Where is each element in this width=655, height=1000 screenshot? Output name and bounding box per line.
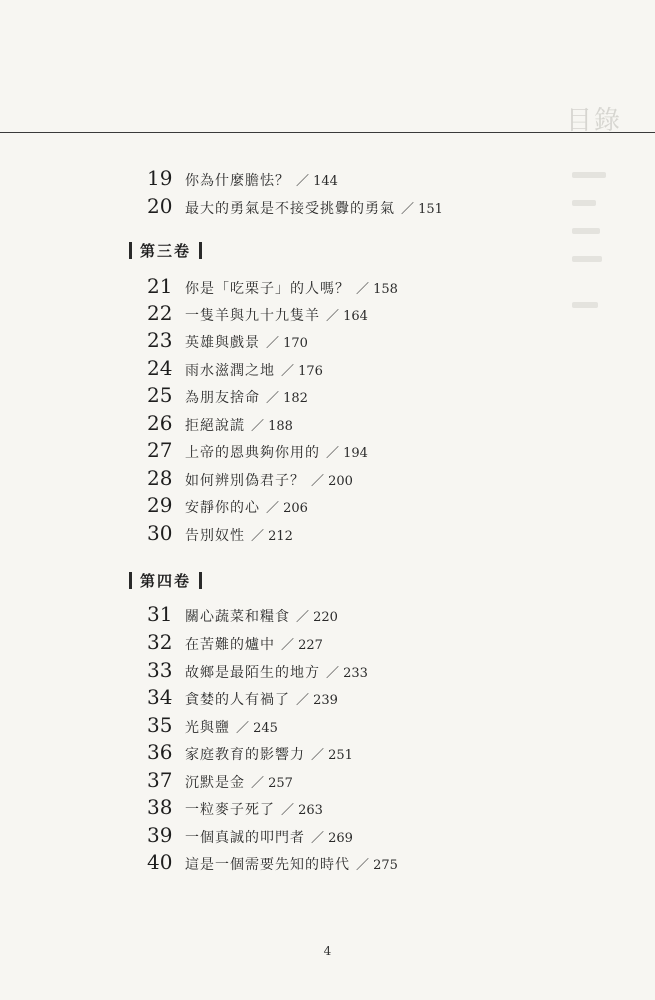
toc-entry[interactable]	[147, 493, 308, 519]
chapter-title: 如何辨別偽君子？	[185, 473, 305, 489]
chapter-title: 拒絕說謊	[185, 418, 245, 434]
chapter-number: 19	[147, 166, 173, 190]
chapter-title: 貪婪的人有禍了	[185, 692, 290, 708]
toc-entry[interactable]	[147, 795, 323, 821]
toc-entry[interactable]	[147, 602, 338, 628]
chapter-number: 38	[147, 795, 173, 819]
show-through-mark	[572, 172, 606, 178]
toc-entry[interactable]	[147, 411, 293, 437]
toc-entry[interactable]	[147, 685, 338, 711]
section-heading	[129, 238, 202, 262]
page-ref: ／ 251	[311, 748, 353, 763]
chapter-title: 雨水滋潤之地	[185, 363, 275, 379]
chapter-title: 為朋友捨命	[185, 390, 260, 406]
section-heading	[129, 568, 202, 592]
show-through-mark	[572, 256, 602, 262]
page-ref: ／ 263	[281, 803, 323, 818]
section-label: 第四卷	[140, 571, 192, 590]
chapter-number: 31	[147, 602, 173, 626]
toc-entry[interactable]	[147, 328, 308, 354]
chapter-title: 最大的勇氣是不接受挑釁的勇氣	[185, 201, 395, 217]
chapter-number: 33	[147, 658, 173, 682]
chapter-number: 22	[147, 301, 173, 325]
section-bar	[129, 242, 132, 259]
chapter-number: 26	[147, 411, 173, 435]
page-ref: ／ 227	[281, 638, 323, 653]
page-ref: ／ 188	[251, 419, 293, 434]
chapter-title: 一粒麥子死了	[185, 802, 275, 818]
page-number: 4	[323, 944, 332, 958]
page-ref: ／ 220	[296, 610, 338, 625]
chapter-title: 你是「吃栗子」的人嗎？	[185, 281, 350, 297]
chapter-number: 34	[147, 685, 173, 709]
page-ref: ／ 151	[401, 202, 443, 217]
chapter-title: 安靜你的心	[185, 500, 260, 516]
chapter-number: 24	[147, 356, 173, 380]
chapter-number: 28	[147, 466, 173, 490]
chapter-title: 光與鹽	[185, 720, 230, 736]
chapter-number: 23	[147, 328, 173, 352]
chapter-title: 一隻羊與九十九隻羊	[185, 308, 320, 324]
page-ref: ／ 206	[266, 501, 308, 516]
page-ref: ／ 275	[356, 858, 398, 873]
chapter-title: 這是一個需要先知的時代	[185, 857, 350, 873]
page-ref: ／ 176	[281, 364, 323, 379]
chapter-title: 你為什麼膽怯？	[185, 173, 290, 189]
toc-entry[interactable]	[147, 438, 368, 464]
chapter-number: 29	[147, 493, 173, 517]
page-ref: ／ 158	[356, 282, 398, 297]
page-ref: ／ 164	[326, 309, 368, 324]
show-through-mark	[572, 302, 598, 308]
page-ref: ／ 200	[311, 474, 353, 489]
toc-entry[interactable]	[147, 630, 323, 656]
chapter-number: 20	[147, 194, 173, 218]
toc-entry[interactable]	[147, 383, 308, 409]
toc-entry[interactable]	[147, 301, 368, 327]
chapter-title: 故鄉是最陌生的地方	[185, 665, 320, 681]
chapter-title: 在苦難的爐中	[185, 637, 275, 653]
chapter-title: 告別奴性	[185, 528, 245, 544]
chapter-number: 27	[147, 438, 173, 462]
chapter-title: 一個真誠的叩門者	[185, 830, 305, 846]
toc-entry[interactable]	[147, 768, 293, 794]
chapter-number: 37	[147, 768, 173, 792]
chapter-title: 關心蔬菜和糧食	[185, 609, 290, 625]
show-through-title: 目錄	[566, 106, 623, 136]
page-ref: ／ 182	[266, 391, 308, 406]
chapter-number: 36	[147, 740, 173, 764]
toc-entry[interactable]	[147, 658, 368, 684]
toc-entry[interactable]	[147, 194, 443, 220]
chapter-title: 英雄與戲景	[185, 335, 260, 351]
toc-entry[interactable]	[147, 740, 353, 766]
page-ref: ／ 239	[296, 693, 338, 708]
toc-entry[interactable]	[147, 166, 338, 192]
chapter-number: 40	[147, 850, 173, 874]
show-through-mark	[572, 228, 600, 234]
section-bar	[199, 242, 202, 259]
chapter-title: 上帝的恩典夠你用的	[185, 445, 320, 461]
section-label: 第三卷	[140, 241, 192, 260]
toc-entry[interactable]	[147, 356, 323, 382]
page-ref: ／ 233	[326, 666, 368, 681]
chapter-number: 32	[147, 630, 173, 654]
toc-entry[interactable]	[147, 823, 353, 849]
page-ref: ／ 194	[326, 446, 368, 461]
chapter-number: 30	[147, 521, 173, 545]
toc-entry[interactable]	[147, 713, 278, 739]
chapter-number: 35	[147, 713, 173, 737]
chapter-number: 21	[147, 274, 173, 298]
toc-entry[interactable]	[147, 850, 398, 876]
show-through-mark	[572, 200, 596, 206]
page-ref: ／ 170	[266, 336, 308, 351]
toc-entry[interactable]	[147, 521, 293, 547]
section-bar	[129, 572, 132, 589]
chapter-title: 沉默是金	[185, 775, 245, 791]
page-ref: ／ 257	[251, 776, 293, 791]
header-rule	[0, 132, 655, 133]
page-ref: ／ 245	[236, 721, 278, 736]
section-bar	[199, 572, 202, 589]
page-ref: ／ 144	[296, 174, 338, 189]
toc-entry[interactable]	[147, 466, 353, 492]
chapter-number: 25	[147, 383, 173, 407]
page-ref: ／ 269	[311, 831, 353, 846]
chapter-title: 家庭教育的影響力	[185, 747, 305, 763]
page-ref: ／ 212	[251, 529, 293, 544]
toc-entry[interactable]	[147, 274, 398, 300]
chapter-number: 39	[147, 823, 173, 847]
